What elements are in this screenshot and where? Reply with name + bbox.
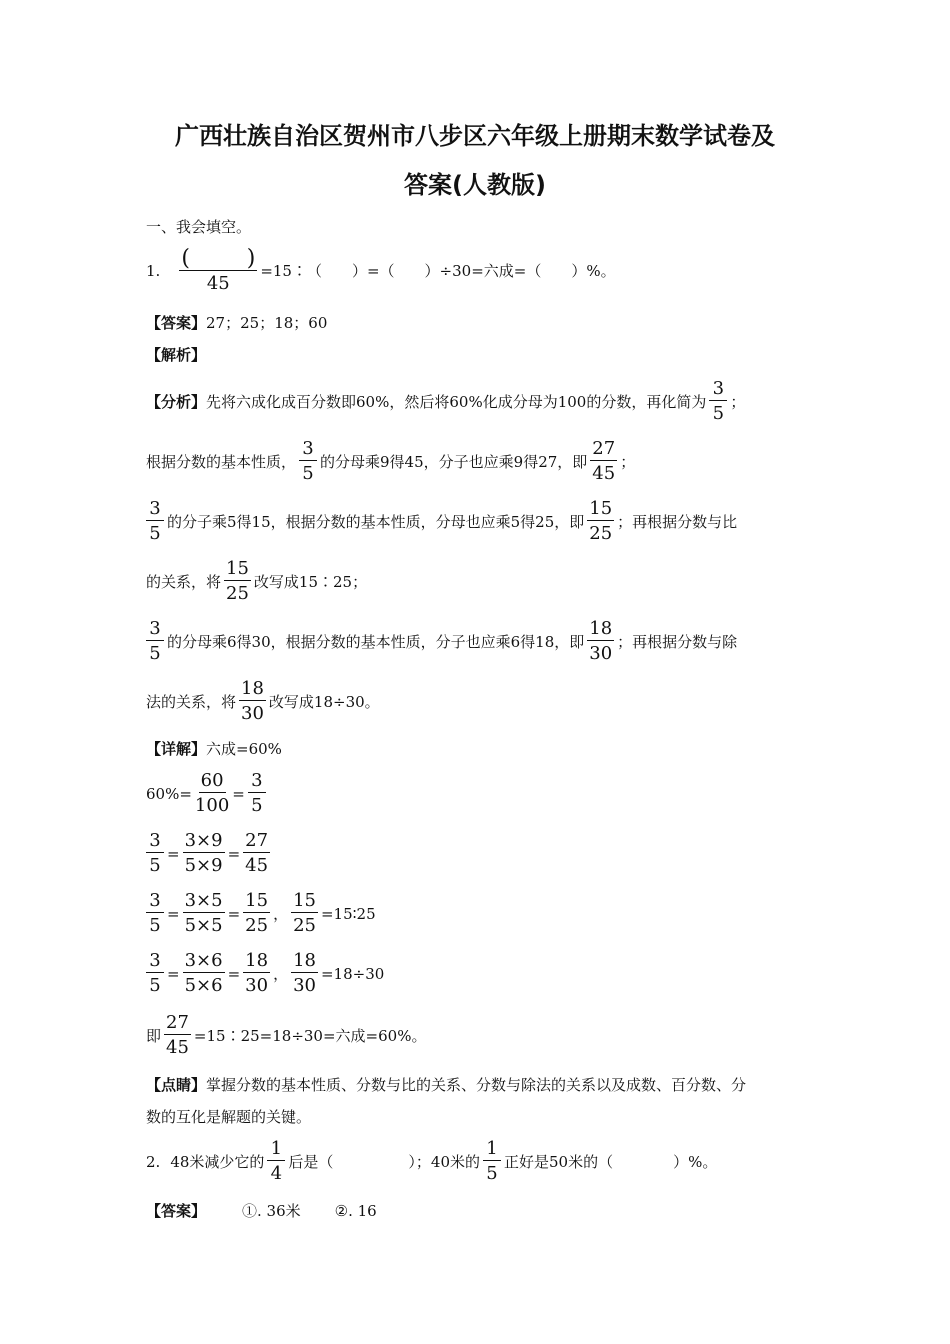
- document-title-line2: 答案(人教版): [404, 171, 546, 199]
- answer-value-2: ②. 16: [334, 1201, 377, 1220]
- analysis-heading: 【解析】: [146, 346, 207, 364]
- fraction-3x5-5x5: $\frac{3\times 5}{5\times 5}$: [184, 890, 223, 936]
- question-number: 1.: [146, 261, 161, 280]
- detail-line-2: 60%= $\frac{60}{100}$ = $\frac{3}{5}$: [146, 772, 810, 815]
- fraction-3-5: $\frac{3}{5}$: [146, 892, 164, 935]
- fraction-3-5: $\frac{3}{5}$: [146, 500, 164, 543]
- analysis-label: 【分析】: [146, 393, 207, 411]
- answer-line-2: [146, 1200, 810, 1221]
- analysis-line-3: $\frac{3}{5}$ 的分子乘5得15，根据分数的基本性质，分母也应乘5得25，即 $\frac{15}{25}$ ；再根据分数与比: [146, 500, 810, 543]
- detail-line-6: 即 $\frac{27}{45}$ =15∶25=18÷30=六成=60%。: [146, 1012, 427, 1058]
- fraction-15-25: $\frac{15}{25}$: [589, 498, 613, 544]
- detail-line-4: $\frac{3}{5}$ = $\frac{3\times 5}{5\times 5}$ = $\frac{15}{25}$ ， $\frac{15}{25}$ =15∶25: [146, 892, 810, 935]
- fraction-3-5: $\frac{3}{5}$: [146, 952, 164, 995]
- comment-label: 【点睛】: [146, 1076, 207, 1094]
- fraction-15-25: $\frac{15}{25}$: [245, 890, 269, 936]
- fraction-3-5: $\frac{3}{5}$: [146, 620, 164, 663]
- answer-value-1: ①. 36米: [242, 1202, 301, 1220]
- fraction-18-30: $\frac{18}{30}$: [245, 950, 269, 996]
- detail-line-3: $\frac{3}{5}$ = $\frac{3\times 9}{5\times 9}$ = $\frac{27}{45}$: [146, 832, 810, 875]
- analysis-line-2: 根据分数的基本性质， $\frac{3}{5}$ 的分母乘9得45，分子也应乘9得27，即 $\frac{27}{45}$ ；: [146, 438, 636, 484]
- fraction-60-100: $\frac{60}{100}$: [194, 770, 230, 816]
- fraction-27-45: $\frac{27}{45}$: [166, 1012, 189, 1058]
- fraction-3-5: $\frac{3}{5}$: [709, 380, 727, 423]
- fraction-18-30: $\frac{18}{30}$: [293, 950, 316, 996]
- answer-line: [146, 312, 810, 333]
- comment-line-2: 数的互化是解题的关键。: [146, 1108, 312, 1126]
- detail-line-5: $\frac{3}{5}$ = $\frac{3\times 6}{5\times 6}$ = $\frac{18}{30}$ ， $\frac{18}{30}$ =18÷30: [146, 952, 810, 995]
- answer-value: 27；25；18；60: [206, 314, 328, 332]
- analysis-line-6: 法的关系，将 $\frac{18}{30}$ 改写成18÷30。: [146, 678, 380, 724]
- question-1: [146, 248, 810, 293]
- fraction-3-5: $\frac{3}{5}$: [299, 440, 317, 483]
- blank-fraction: ( ) 45: [181, 246, 256, 294]
- detail-line-1: 【详解】 六成=60%: [146, 740, 282, 758]
- answer-label: 【答案】: [146, 1202, 207, 1220]
- section-heading: 一、我会填空。: [146, 218, 252, 236]
- detail-label: 【详解】: [146, 740, 207, 758]
- answer-label: 【答案】: [146, 314, 207, 332]
- fraction-3x6-5x6: $\frac{3\times 6}{5\times 6}$: [184, 950, 223, 996]
- fraction-27-45: $\frac{27}{45}$: [592, 438, 616, 484]
- fraction-3x9-5x9: $\frac{3\times 9}{5\times 9}$: [184, 830, 223, 876]
- document-title: 广西壮族自治区贺州市八步区六年级上册期末数学试卷及: [175, 122, 775, 150]
- analysis-line-4: 的关系，将 $\frac{15}{25}$ 改写成15∶25；: [146, 558, 368, 604]
- fraction-3-5: $\frac{3}{5}$: [248, 772, 266, 815]
- question-number: 2.: [146, 1152, 161, 1171]
- fraction-27-45: $\frac{27}{45}$: [245, 830, 269, 876]
- question-text: =15∶（ ）=（ ）÷30=六成=（ ）%。: [260, 262, 616, 280]
- fraction-15-25: $\frac{15}{25}$: [226, 558, 249, 604]
- fraction-1-5: $\frac{1}{5}$: [483, 1140, 501, 1183]
- question-2: 2. 48米减少它的 $\frac{1}{4}$ 后是（ ）；40米的 $\frac{1}{5}$ 正好是50米的（ ）%。: [146, 1138, 718, 1184]
- fraction-15-25: $\frac{15}{25}$: [293, 890, 316, 936]
- analysis-line-1: 【分析】 先将六成化成百分数即60%，然后将60%化成分母为100的分数，再化简为 $\frac{3}{5}$ ；: [146, 378, 746, 424]
- fraction-1-4: $\frac{1}{4}$: [267, 1140, 285, 1183]
- analysis-line-5: $\frac{3}{5}$ 的分母乘6得30，根据分数的基本性质，分子也应乘6得18，即 $\frac{18}{30}$ ；再根据分数与除: [146, 620, 810, 663]
- fraction-18-30: $\frac{18}{30}$: [589, 618, 613, 664]
- comment-line-1: 【点睛】 掌握分数的基本性质、分数与比的关系、分数与除法的关系以及成数、百分数、分: [146, 1076, 747, 1094]
- fraction-3-5: $\frac{3}{5}$: [146, 832, 164, 875]
- fraction-18-30: $\frac{18}{30}$: [241, 678, 264, 724]
